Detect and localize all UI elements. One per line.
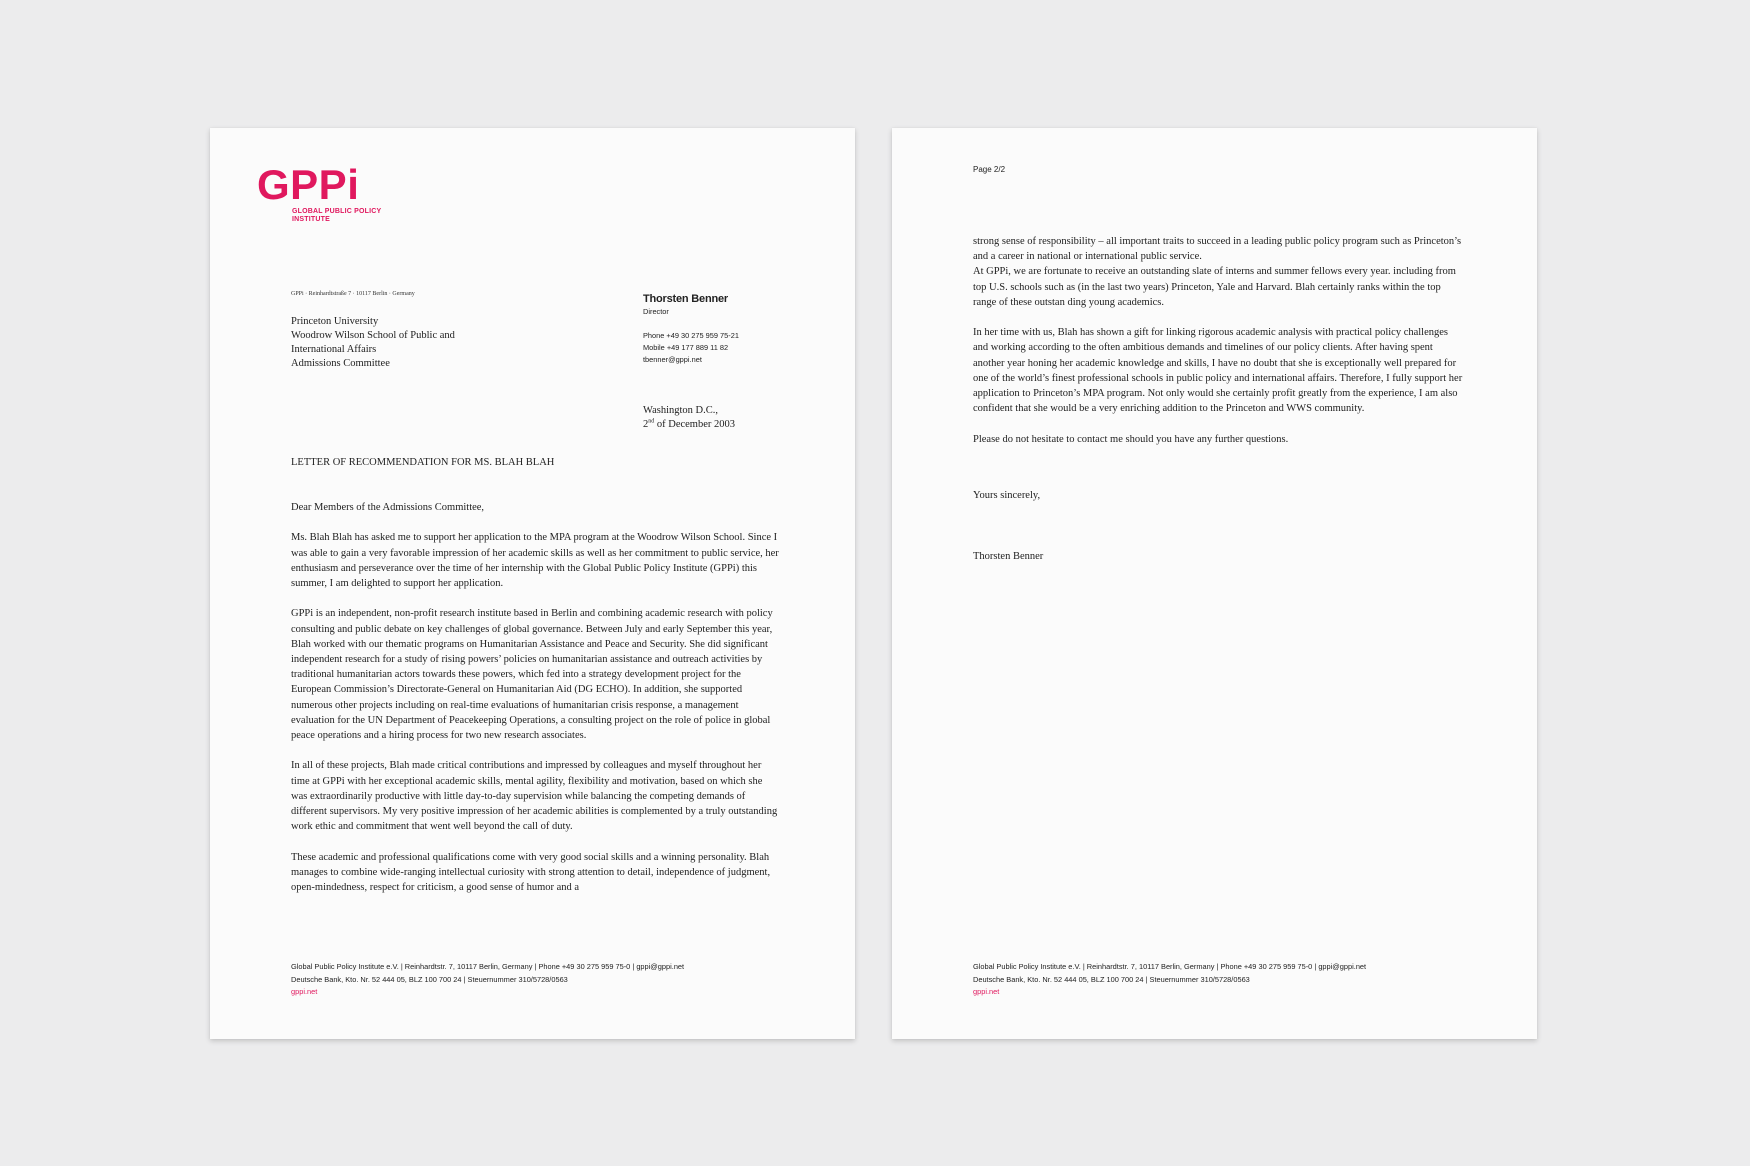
- recipient-line: Princeton University: [291, 316, 379, 327]
- letter-body: [291, 500, 781, 910]
- body-paragraph: strong sense of responsibility – all important traits to succeed in a leading public policy program such as Princeton’s and a career in national or international public service. At GPPi, we are fortunate to receive an outstanding slate of interns and summer fellows every year. including from top U.S. schools such as (in the last two years) Princeton, Yale and Harvard. Blah certainly ranks within the top range of these outstan ding young academics.: [973, 236, 1462, 308]
- logo-subtitle: [292, 208, 402, 224]
- closing: Yours sincerely,: [973, 490, 1041, 501]
- body-paragraph: Please do not hesitate to contact me should you have any further questions.: [973, 433, 1289, 445]
- logo-mark: GPPi: [257, 161, 360, 208]
- salutation: Dear Members of the Admissions Committee,: [291, 502, 485, 513]
- contact-mobile: Mobile +49 177 889 11 82: [643, 343, 729, 352]
- letter-footer: [973, 961, 1366, 999]
- footer-line-1: Global Public Policy Institute e.V. | Reinhardtstr. 7, 10117 Berlin, Germany | Phone +49 30 275 959 75-0 | gppi@gppi.net: [291, 962, 685, 971]
- footer-url-link[interactable]: gppi.net: [291, 987, 318, 996]
- recipient-line: Woodrow Wilson School of Public and: [291, 330, 455, 341]
- recipient-address: [291, 315, 455, 371]
- body-paragraph: Ms. Blah Blah has asked me to support her application to the MPA program at the Woodrow Wilson School. Since I was able to gain a very favorable impression of her academic skills as well as her commitment to public service, her enthusiasm and perseverance over the time of her internship with the Global Public Policy Institute (GPPi) this summer, I am delighted to support her application.: [291, 532, 779, 589]
- date-day-line: [643, 418, 735, 432]
- signature-name: Thorsten Benner: [973, 551, 1044, 562]
- date-rest: of December 2003: [654, 419, 736, 430]
- footer-line-2: Deutsche Bank, Kto. Nr. 52 444 05, BLZ 100 700 24 | Steuernummer 310/5728/0563: [291, 974, 568, 984]
- logo-subtitle-line-2: INSTITUTE: [292, 216, 330, 223]
- logo-subtitle-line-1: GLOBAL PUBLIC POLICY: [292, 208, 382, 215]
- body-paragraph: These academic and professional qualifications come with very good social skills and a winning personality. Blah manages to combine wide-ranging intellectual curiosity with strong attention to detail, independence of judgment, open-mindedness, respect for criticism, a good sense of humor and a: [291, 851, 771, 894]
- date-day: 2: [643, 419, 649, 430]
- date-suffix: nd: [648, 418, 655, 425]
- contact-title: Director: [643, 307, 669, 316]
- body-paragraph: In her time with us, Blah has shown a gift for linking rigorous academic analysis with practical policy challenges and working according to the often ambitious demands and timelines of our policy clients. After having spent another year honing her academic knowledge and skills, I have no doubt that she is exceptionally well prepared for one of the world’s finest professional schools in public policy and international affairs. Therefore, I fully support her application to Princeton’s MPA program. Not only would she certainly profit greatly from the experience, I am also confident that she would be a very enriching addition to the Princeton and WWS community.: [973, 327, 1463, 415]
- contact-phone: Phone +49 30 275 959 75-21: [643, 331, 739, 340]
- sender-address-line: GPPi · Reinhardtstraße 7 · 10117 Berlin · Germany: [291, 291, 415, 297]
- letter-page-1: [210, 128, 855, 1039]
- body-paragraph: GPPi is an independent, non-profit research institute based in Berlin and combining academic research with policy consulting and public debate on key challenges of global governance. Between July and early September this year, Blah worked with our thematic programs on Humanitarian Assistance and Peace and Security. She did significant independent research for a study of rising powers’ policies on humanitarian assistance and outreach activities by traditional humanitarian actors towards these powers, which fed into a strategy development project for the European Commission’s Directorate-General on Humanitarian Aid (DG ECHO). In addition, she supported numerous other projects including on real-time evaluations of humanitarian crisis response, a management evaluation for the UN Department of Peacekeeping Operations, a consulting project on the role of police in global peace operations and a hiring process for two new research associates.: [291, 608, 773, 742]
- page-number: Page 2/2: [973, 165, 1006, 174]
- date-place: Washington D.C.,: [643, 405, 718, 416]
- letter-date: [643, 404, 735, 432]
- contact-name: Thorsten Benner: [643, 293, 729, 305]
- letter-subject: LETTER OF RECOMMENDATION FOR MS. BLAH BLAH: [291, 457, 555, 468]
- footer-url-link[interactable]: gppi.net: [973, 987, 1000, 996]
- body-paragraph: In all of these projects, Blah made critical contributions and impressed by colleagues and myself throughout her time at GPPi with her exceptional academic skills, mental agility, flexibility and motivation, based on which she was extraordinarily productive with little day-to-day supervision while balancing the competing demands of different supervisors. My very positive impression of her academic abilities is complemented by a truly outstanding work ethic and commitment that went well beyond the call of duty.: [291, 760, 778, 833]
- letter-page-2: [892, 128, 1537, 1039]
- contact-email: tbenner@gppi.net: [643, 355, 702, 364]
- footer-line-1: Global Public Policy Institute e.V. | Reinhardtstr. 7, 10117 Berlin, Germany | Phone +49 30 275 959 75-0 | gppi@gppi.net: [973, 962, 1367, 971]
- letter-footer: [291, 961, 684, 999]
- gppi-logo: [257, 161, 402, 224]
- footer-line-2: Deutsche Bank, Kto. Nr. 52 444 05, BLZ 100 700 24 | Steuernummer 310/5728/0563: [973, 974, 1250, 984]
- letter-body-continued: [973, 234, 1463, 462]
- contact-block: [643, 293, 739, 366]
- recipient-line: International Affairs: [291, 344, 377, 355]
- recipient-line: Admissions Committee: [291, 358, 390, 369]
